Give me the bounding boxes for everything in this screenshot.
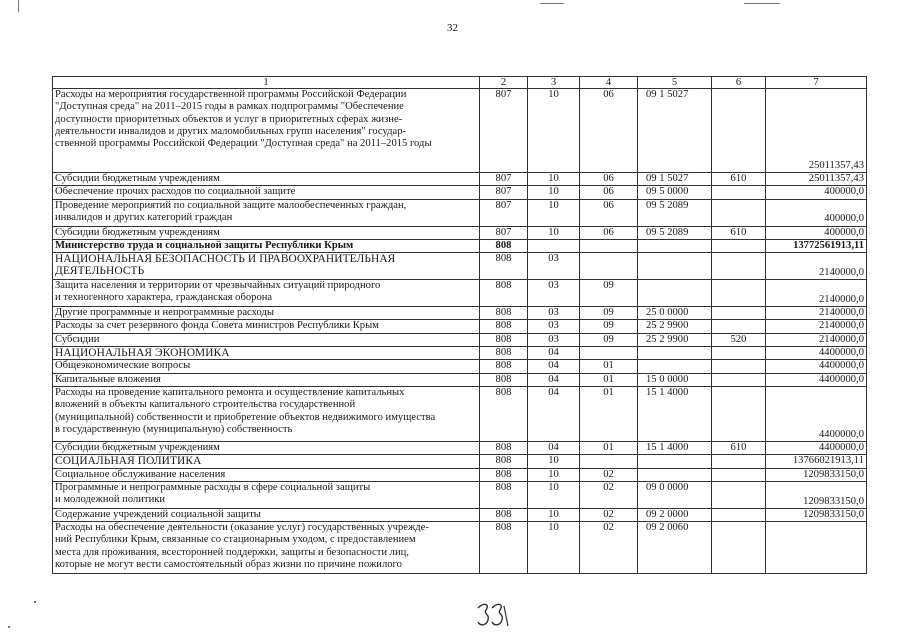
row-section (528, 239, 580, 252)
row-section: 10 (528, 455, 580, 468)
row-section: 03 (528, 307, 580, 320)
row-target-article: 15 1 4000 (638, 386, 712, 441)
table-row (53, 481, 867, 508)
row-subsection: 02 (580, 468, 638, 481)
row-code: 808 (480, 320, 528, 333)
row-section: 10 (528, 508, 580, 521)
row-name: Субсидии бюджетным учреждениям (53, 173, 480, 186)
row-name: Социальное обслуживание населения (53, 468, 480, 481)
row-code: 808 (480, 347, 528, 360)
row-name: Субсидии бюджетным учреждениям (53, 441, 480, 454)
row-code: 808 (480, 468, 528, 481)
row-subsection (580, 455, 638, 468)
row-section: 10 (528, 522, 580, 574)
row-code: 808 (480, 522, 528, 574)
row-name: Программные и непрограммные расходы в сфере социальной защиты и молодежной политики (53, 481, 480, 508)
table-row (53, 333, 867, 346)
table-row (53, 522, 867, 574)
row-sum: 1209833150,0 (766, 481, 867, 508)
scan-artifact (34, 601, 36, 603)
row-section: 04 (528, 441, 580, 454)
row-target-article (638, 280, 712, 307)
table-row (53, 373, 867, 386)
row-expense-type (712, 89, 766, 173)
row-target-article (638, 468, 712, 481)
row-sum (766, 522, 867, 574)
row-name: Проведение мероприятий по социальной защите малообеспеченных граждан, инвалидов и других категорий граждан (53, 199, 480, 226)
row-sum: 400000,0 (766, 186, 867, 199)
column-number: 1 (53, 77, 480, 89)
row-subsection: 02 (580, 522, 638, 574)
row-subsection (580, 347, 638, 360)
table-row (53, 280, 867, 307)
row-subsection: 09 (580, 280, 638, 307)
row-name: НАЦИОНАЛЬНАЯ БЕЗОПАСНОСТЬ И ПРАВООХРАНИТЕЛЬНАЯ ДЕЯТЕЛЬНОСТЬ (53, 253, 480, 280)
row-expense-type (712, 347, 766, 360)
handwritten-signature (474, 600, 514, 630)
column-number: 5 (638, 77, 712, 89)
row-section: 10 (528, 89, 580, 173)
row-subsection: 01 (580, 386, 638, 441)
row-target-article: 09 5 0000 (638, 186, 712, 199)
table-row (53, 89, 867, 173)
row-expense-type: 610 (712, 226, 766, 239)
row-subsection: 06 (580, 199, 638, 226)
row-subsection: 01 (580, 360, 638, 373)
row-target-article: 25 0 0000 (638, 307, 712, 320)
row-name: Общеэкономические вопросы (53, 360, 480, 373)
row-expense-type (712, 522, 766, 574)
row-target-article: 09 1 5027 (638, 173, 712, 186)
row-expense-type (712, 307, 766, 320)
row-name: Расходы за счет резервного фонда Совета министров Республики Крым (53, 320, 480, 333)
table-row (53, 347, 867, 360)
row-subsection: 06 (580, 186, 638, 199)
row-subsection: 01 (580, 373, 638, 386)
row-name: Расходы на проведение капитального ремонта и осуществление капитальных вложений в объекты капитального строительства государственной (муниципальной) собственности и приобретение объектов недвижимого имущества в государственную (муниципальную) собственность (53, 386, 480, 441)
row-expense-type (712, 468, 766, 481)
row-target-article: 09 5 2089 (638, 199, 712, 226)
table-row (53, 226, 867, 239)
table-row (53, 455, 867, 468)
row-code: 807 (480, 186, 528, 199)
row-target-article: 09 0 0000 (638, 481, 712, 508)
table-row (53, 468, 867, 481)
table-row (53, 199, 867, 226)
row-code: 808 (480, 253, 528, 280)
row-target-article (638, 360, 712, 373)
row-expense-type (712, 186, 766, 199)
row-code: 808 (480, 280, 528, 307)
row-sum: 2140000,0 (766, 333, 867, 346)
table-row (53, 173, 867, 186)
row-sum: 13772561913,11 (766, 239, 867, 252)
row-subsection: 09 (580, 307, 638, 320)
row-subsection: 09 (580, 320, 638, 333)
row-sum: 4400000,0 (766, 386, 867, 441)
row-target-article: 09 2 0000 (638, 508, 712, 521)
row-target-article (638, 239, 712, 252)
row-sum: 25011357,43 (766, 173, 867, 186)
row-target-article (638, 347, 712, 360)
scan-artifact (540, 3, 564, 4)
row-sum: 4400000,0 (766, 347, 867, 360)
row-target-article: 09 1 5027 (638, 89, 712, 173)
row-code: 808 (480, 481, 528, 508)
row-name: Субсидии бюджетным учреждениям (53, 226, 480, 239)
row-code: 808 (480, 307, 528, 320)
row-subsection: 06 (580, 173, 638, 186)
row-target-article: 25 2 9900 (638, 333, 712, 346)
table-row (53, 320, 867, 333)
row-subsection: 06 (580, 226, 638, 239)
row-name: Министерство труда и социальной защиты Республики Крым (53, 239, 480, 252)
row-name: Капитальные вложения (53, 373, 480, 386)
row-expense-type (712, 320, 766, 333)
row-code: 808 (480, 239, 528, 252)
table-row (53, 441, 867, 454)
row-section: 04 (528, 373, 580, 386)
row-expense-type (712, 386, 766, 441)
row-section: 04 (528, 347, 580, 360)
row-sum: 2140000,0 (766, 307, 867, 320)
table-row (53, 307, 867, 320)
row-code: 807 (480, 89, 528, 173)
row-sum: 13766021913,11 (766, 455, 867, 468)
row-section: 10 (528, 481, 580, 508)
row-section: 04 (528, 360, 580, 373)
row-code: 808 (480, 508, 528, 521)
row-expense-type: 610 (712, 441, 766, 454)
row-name: Содержание учреждений социальной защиты (53, 508, 480, 521)
row-subsection: 06 (580, 89, 638, 173)
table-row (53, 386, 867, 441)
row-expense-type (712, 373, 766, 386)
row-target-article: 09 5 2089 (638, 226, 712, 239)
row-target-article (638, 455, 712, 468)
row-sum: 2140000,0 (766, 253, 867, 280)
row-name: Расходы на обеспечение деятельности (оказание услуг) государственных учрежде- ний Республики Крым, связанные со стационарным уходом, с предоставлением места для проживания, всесторонней поддержки, защиты и безопасности лиц, которые не могут вести самостоятельный образ жизни по причине пожилого (53, 522, 480, 574)
row-subsection: 02 (580, 481, 638, 508)
row-subsection (580, 239, 638, 252)
row-section: 10 (528, 186, 580, 199)
row-section: 10 (528, 173, 580, 186)
row-expense-type (712, 280, 766, 307)
scan-artifact (744, 3, 780, 4)
table-row (53, 253, 867, 280)
row-name: Субсидии (53, 333, 480, 346)
column-number: 6 (712, 77, 766, 89)
row-sum: 4400000,0 (766, 373, 867, 386)
row-code: 807 (480, 199, 528, 226)
row-subsection (580, 253, 638, 280)
row-code: 808 (480, 386, 528, 441)
row-subsection: 01 (580, 441, 638, 454)
scan-artifact (8, 626, 10, 628)
column-number: 7 (766, 77, 867, 89)
row-section: 03 (528, 333, 580, 346)
row-sum: 2140000,0 (766, 280, 867, 307)
row-section: 03 (528, 253, 580, 280)
row-sum: 1209833150,0 (766, 508, 867, 521)
row-expense-type (712, 481, 766, 508)
row-section: 04 (528, 386, 580, 441)
row-sum: 25011357,43 (766, 89, 867, 173)
row-sum: 1209833150,0 (766, 468, 867, 481)
row-expense-type: 520 (712, 333, 766, 346)
row-code: 808 (480, 333, 528, 346)
row-target-article: 15 0 0000 (638, 373, 712, 386)
table-row (53, 239, 867, 252)
column-number-row (53, 77, 867, 89)
row-sum: 400000,0 (766, 226, 867, 239)
row-code: 808 (480, 441, 528, 454)
row-target-article: 09 2 0060 (638, 522, 712, 574)
row-name: Защита населения и территории от чрезвычайных ситуаций природного и техногенного характера, гражданская оборона (53, 280, 480, 307)
row-subsection: 02 (580, 508, 638, 521)
row-section: 03 (528, 280, 580, 307)
row-target-article: 15 1 4000 (638, 441, 712, 454)
budget-table (52, 76, 867, 574)
column-number: 4 (580, 77, 638, 89)
row-expense-type (712, 360, 766, 373)
row-expense-type (712, 455, 766, 468)
row-section: 10 (528, 468, 580, 481)
row-subsection: 09 (580, 333, 638, 346)
row-sum: 400000,0 (766, 199, 867, 226)
row-code: 808 (480, 360, 528, 373)
scan-artifact (18, 0, 19, 12)
row-expense-type (712, 253, 766, 280)
row-name: СОЦИАЛЬНАЯ ПОЛИТИКА (53, 455, 480, 468)
row-expense-type (712, 508, 766, 521)
row-name: Обеспечение прочих расходов по социальной защите (53, 186, 480, 199)
row-expense-type: 610 (712, 173, 766, 186)
row-code: 807 (480, 226, 528, 239)
row-section: 10 (528, 226, 580, 239)
page-number: 32 (447, 22, 458, 34)
row-sum: 2140000,0 (766, 320, 867, 333)
row-target-article: 25 2 9900 (638, 320, 712, 333)
row-target-article (638, 253, 712, 280)
row-section: 03 (528, 320, 580, 333)
row-code: 808 (480, 373, 528, 386)
table-row (53, 186, 867, 199)
column-number: 2 (480, 77, 528, 89)
row-sum: 4400000,0 (766, 360, 867, 373)
row-section: 10 (528, 199, 580, 226)
row-name: НАЦИОНАЛЬНАЯ ЭКОНОМИКА (53, 347, 480, 360)
row-code: 807 (480, 173, 528, 186)
row-expense-type (712, 239, 766, 252)
row-name: Расходы на мероприятия государственной программы Российской Федерации "Доступная среда" на 2011–2015 годы в рамках подпрограммы "Обеспечение доступности приоритетных объектов и услуг в приоритетных сферах жизне- деятельности инвалидов и других маломобильных групп населения" государ- ственной программы Российской Федерации "Доступная среда" на 2011–2015 годы (53, 89, 480, 173)
row-name: Другие программные и непрограммные расходы (53, 307, 480, 320)
row-code: 808 (480, 455, 528, 468)
row-expense-type (712, 199, 766, 226)
row-sum: 4400000,0 (766, 441, 867, 454)
column-number: 3 (528, 77, 580, 89)
table-body (53, 77, 867, 574)
table-row (53, 508, 867, 521)
table-row (53, 360, 867, 373)
